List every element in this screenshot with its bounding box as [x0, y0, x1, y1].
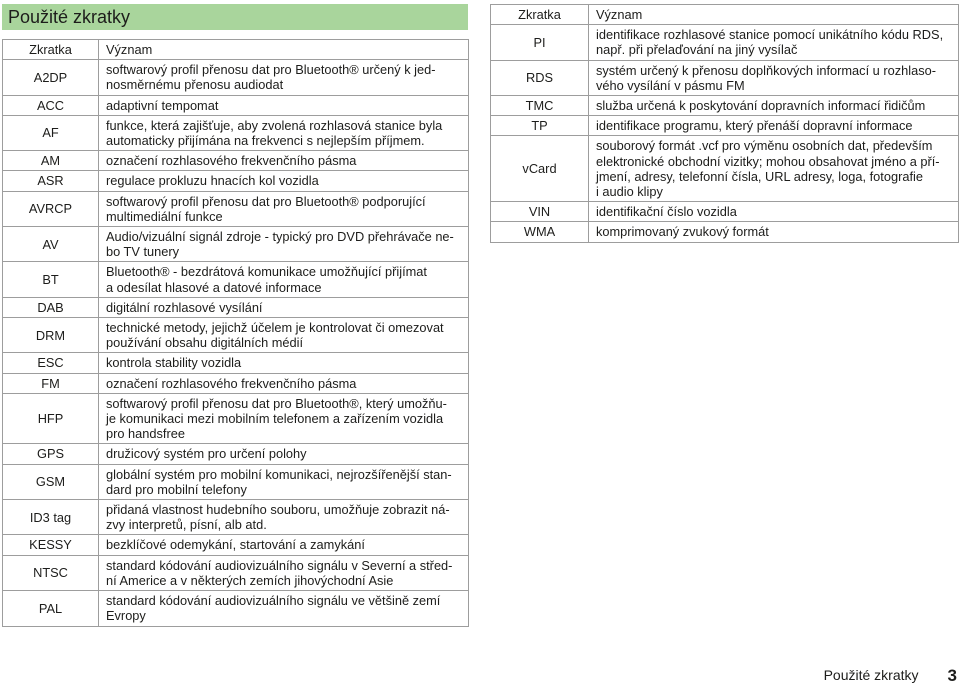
meaning-cell: označení rozhlasového frekvenčního pásma: [99, 373, 469, 393]
meaning-cell: identifikace rozhlasové stanice pomocí unikátního kódu RDS, např. při přelaďování na jiný vysílač: [589, 25, 959, 60]
page-number: 3: [947, 666, 957, 685]
table-row: [3, 393, 469, 444]
abbreviation-cell: WMA: [491, 222, 589, 242]
table-header-row: [3, 40, 469, 60]
table-row: [3, 353, 469, 373]
meaning-cell: komprimovaný zvukový formát: [589, 222, 959, 242]
meaning-cell: kontrola stability vozidla: [99, 353, 469, 373]
table-row: [3, 297, 469, 317]
table-row: [3, 535, 469, 555]
abbreviation-cell: AF: [3, 115, 99, 150]
abbreviation-cell: ASR: [3, 171, 99, 191]
table-row: [3, 227, 469, 262]
table-row: [491, 60, 959, 95]
abbreviation-cell: NTSC: [3, 555, 99, 590]
meaning-cell: softwarový profil přenosu dat pro Bluetooth® určený k jed- nosměrnému přenosu audiodat: [99, 60, 469, 95]
meaning-cell: globální systém pro mobilní komunikaci, nejrozšířenější stan- dard pro mobilní telefony: [99, 464, 469, 499]
table-row: [491, 116, 959, 136]
table-row: [3, 318, 469, 353]
abbreviation-cell: FM: [3, 373, 99, 393]
abbreviation-cell: PAL: [3, 591, 99, 626]
table-row: [3, 191, 469, 226]
meaning-cell: přidaná vlastnost hudebního souboru, umožňuje zobrazit ná- zvy interpretů, písní, alb atd.: [99, 500, 469, 535]
meaning-cell: Bluetooth® - bezdrátová komunikace umožňující přijímat a odesílat hlasové a datové informace: [99, 262, 469, 297]
column-header-abbreviation: Zkratka: [491, 5, 589, 25]
abbreviation-cell: BT: [3, 262, 99, 297]
abbreviation-cell: PI: [491, 25, 589, 60]
table-row: [3, 591, 469, 626]
abbreviation-cell: TMC: [491, 96, 589, 116]
table-header-row: [491, 5, 959, 25]
abbreviation-cell: TP: [491, 116, 589, 136]
table-row: [3, 171, 469, 191]
meaning-cell: adaptivní tempomat: [99, 95, 469, 115]
meaning-cell: identifikační číslo vozidla: [589, 202, 959, 222]
table-row: [3, 95, 469, 115]
meaning-cell: označení rozhlasového frekvenčního pásma: [99, 151, 469, 171]
table-row: [491, 25, 959, 60]
meaning-cell: regulace prokluzu hnacích kol vozidla: [99, 171, 469, 191]
table-row: [3, 373, 469, 393]
abbreviations-table-right: [490, 4, 959, 243]
abbreviation-cell: DRM: [3, 318, 99, 353]
meaning-cell: souborový formát .vcf pro výměnu osobních dat, především elektronické obchodní vizitky; mohou obsahovat jméno a pří- jmení, adresy, telefonní čísla, URL adresy, loga, fotografie i audio klipy: [589, 136, 959, 202]
meaning-cell: digitální rozhlasové vysílání: [99, 297, 469, 317]
table-row: [491, 202, 959, 222]
meaning-cell: softwarový profil přenosu dat pro Bluetooth®, který umožňu- je komunikaci mezi mobilním telefonem a zařízením vozidla pro handsfree: [99, 393, 469, 444]
table-row: [3, 464, 469, 499]
meaning-cell: softwarový profil přenosu dat pro Bluetooth® podporující multimediální funkce: [99, 191, 469, 226]
abbreviation-cell: RDS: [491, 60, 589, 95]
table-row: [491, 96, 959, 116]
column-header-abbreviation: Zkratka: [3, 40, 99, 60]
abbreviations-table-left: [2, 39, 469, 627]
table-row: [491, 136, 959, 202]
section-title: Použité zkratky: [8, 7, 131, 27]
abbreviation-cell: ACC: [3, 95, 99, 115]
meaning-cell: systém určený k přenosu doplňkových informací u rozhlaso- vého vysílání v pásmu FM: [589, 60, 959, 95]
meaning-cell: identifikace programu, který přenáší dopravní informace: [589, 116, 959, 136]
abbreviation-cell: HFP: [3, 393, 99, 444]
table-row: [3, 115, 469, 150]
abbreviation-cell: ID3 tag: [3, 500, 99, 535]
abbreviation-cell: AM: [3, 151, 99, 171]
column-header-meaning: Význam: [589, 5, 959, 25]
table-row: [3, 555, 469, 590]
column-header-meaning: Význam: [99, 40, 469, 60]
meaning-cell: standard kódování audiovizuálního signálu ve většině zemí Evropy: [99, 591, 469, 626]
meaning-cell: funkce, která zajišťuje, aby zvolená rozhlasová stanice byla automaticky přijímána na frekvenci s nejlepším příjmem.: [99, 115, 469, 150]
meaning-cell: Audio/vizuální signál zdroje - typický pro DVD přehrávače ne- bo TV tunery: [99, 227, 469, 262]
abbreviation-cell: GPS: [3, 444, 99, 464]
page-footer: [824, 667, 957, 684]
abbreviation-cell: KESSY: [3, 535, 99, 555]
section-header-bar: [2, 4, 468, 30]
abbreviation-cell: ESC: [3, 353, 99, 373]
abbreviation-cell: DAB: [3, 297, 99, 317]
abbreviation-cell: vCard: [491, 136, 589, 202]
table-row: [491, 222, 959, 242]
abbreviation-cell: AVRCP: [3, 191, 99, 226]
table-row: [3, 151, 469, 171]
abbreviation-cell: GSM: [3, 464, 99, 499]
meaning-cell: bezklíčové odemykání, startování a zamykání: [99, 535, 469, 555]
table-row: [3, 500, 469, 535]
footer-section-title: Použité zkratky: [823, 667, 919, 683]
abbreviation-cell: VIN: [491, 202, 589, 222]
table-row: [3, 444, 469, 464]
abbreviation-cell: AV: [3, 227, 99, 262]
abbreviation-cell: A2DP: [3, 60, 99, 95]
meaning-cell: standard kódování audiovizuálního signálu v Severní a střed- ní Americe a v některých zemích jihovýchodní Asie: [99, 555, 469, 590]
table-row: [3, 262, 469, 297]
table-row: [3, 60, 469, 95]
meaning-cell: technické metody, jejichž účelem je kontrolovat či omezovat používání obsahu digitálních médií: [99, 318, 469, 353]
meaning-cell: služba určená k poskytování dopravních informací řidičům: [589, 96, 959, 116]
meaning-cell: družicový systém pro určení polohy: [99, 444, 469, 464]
